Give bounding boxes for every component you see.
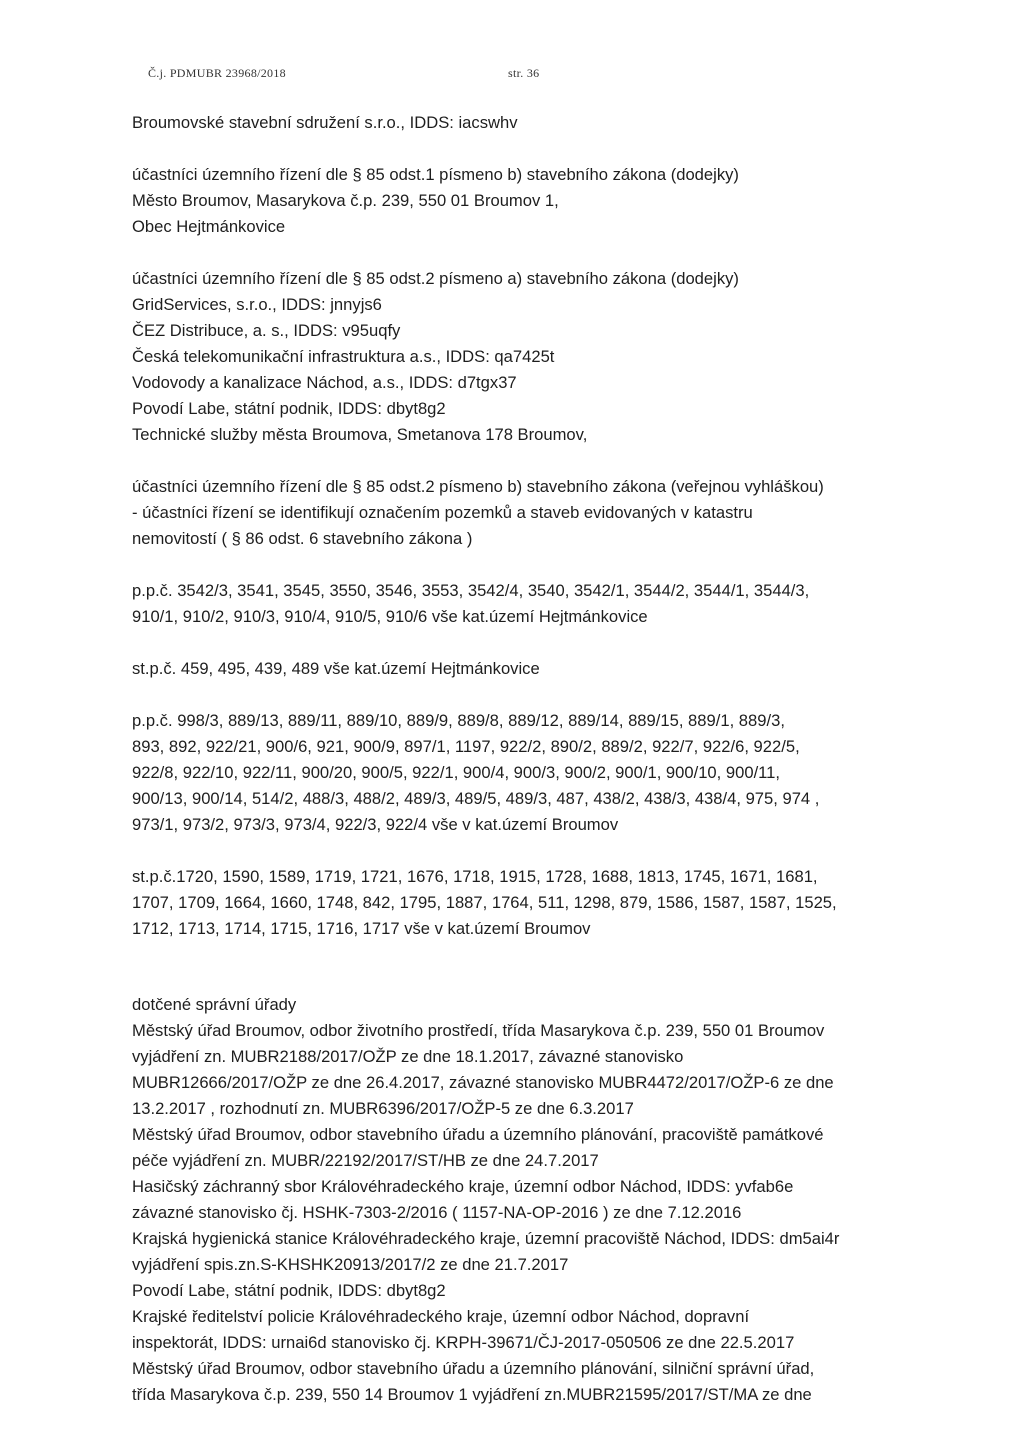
text-line: p.p.č. 3542/3, 3541, 3545, 3550, 3546, 3553, 3542/4, 3540, 3542/1, 3544/2, 3544/1, 3544/3,: [132, 581, 810, 600]
text-line: ČEZ Distribuce, a. s., IDDS: v95uqfy: [132, 321, 401, 340]
paragraph-block: [132, 992, 932, 1408]
text-line: účastníci územního řízení dle § 85 odst.2 písmeno a) stavebního zákona (dodejky): [132, 269, 739, 288]
text-line: 900/13, 900/14, 514/2, 488/3, 488/2, 489/3, 489/5, 489/3, 487, 438/2, 438/3, 438/4, 975, 974 ,: [132, 789, 820, 808]
text-line: GridServices, s.r.o., IDDS: jnnyjs6: [132, 295, 382, 314]
paragraph-spacer: [132, 942, 932, 992]
paragraph-block: [132, 266, 932, 448]
text-line: dotčené správní úřady: [132, 995, 297, 1014]
text-line: MUBR12666/2017/OŽP ze dne 26.4.2017, závazné stanovisko MUBR4472/2017/OŽP-6 ze dne: [132, 1073, 834, 1092]
paragraph-block: [132, 474, 932, 552]
text-line: vyjádření zn. MUBR2188/2017/OŽP ze dne 18.1.2017, závazné stanovisko: [132, 1047, 684, 1066]
text-line: Technické služby města Broumova, Smetanova 178 Broumov,: [132, 425, 588, 444]
page-number: str. 36: [508, 66, 540, 80]
paragraph-spacer: [132, 552, 932, 578]
text-line: Broumovské stavební sdružení s.r.o., IDDS: iacswhv: [132, 113, 518, 132]
text-line: Vodovody a kanalizace Náchod, a.s., IDDS: d7tgx37: [132, 373, 517, 392]
document-reference: Č.j. PDMUBR 23968/2018: [148, 66, 286, 80]
text-line: 922/8, 922/10, 922/11, 900/20, 900/5, 922/1, 900/4, 900/3, 900/2, 900/1, 900/10, 900/11,: [132, 763, 781, 782]
paragraph-spacer: [132, 448, 932, 474]
paragraph-spacer: [132, 838, 932, 864]
paragraph-block: [132, 864, 932, 942]
text-line: inspektorát, IDDS: urnai6d stanovisko čj. KRPH-39671/ČJ-2017-050506 ze dne 22.5.2017: [132, 1333, 795, 1352]
paragraph-block: [132, 110, 932, 136]
text-line: p.p.č. 998/3, 889/13, 889/11, 889/10, 889/9, 889/8, 889/12, 889/14, 889/15, 889/1, 889/3,: [132, 711, 785, 730]
text-line: účastníci územního řízení dle § 85 odst.2 písmeno b) stavebního zákona (veřejnou vyhláškou): [132, 477, 824, 496]
text-line: třída Masarykova č.p. 239, 550 14 Broumov 1 vyjádření zn.MUBR21595/2017/ST/MA ze dne: [132, 1385, 812, 1404]
paragraph-block: [132, 708, 932, 838]
text-line: Česká telekomunikační infrastruktura a.s., IDDS: qa7425t: [132, 347, 555, 366]
text-line: 910/1, 910/2, 910/3, 910/4, 910/5, 910/6 vše kat.území Hejtmánkovice: [132, 607, 648, 626]
text-line: - účastníci řízení se identifikují označením pozemků a staveb evidovaných v katastru: [132, 503, 753, 522]
text-line: 1712, 1713, 1714, 1715, 1716, 1717 vše v kat.území Broumov: [132, 919, 591, 938]
paragraph-spacer: [132, 682, 932, 708]
text-line: 973/1, 973/2, 973/3, 973/4, 922/3, 922/4 vše v kat.území Broumov: [132, 815, 619, 834]
text-line: Povodí Labe, státní podnik, IDDS: dbyt8g2: [132, 1281, 446, 1300]
paragraph-block: [132, 578, 932, 630]
text-line: Povodí Labe, státní podnik, IDDS: dbyt8g2: [132, 399, 446, 418]
paragraph-spacer: [132, 630, 932, 656]
text-line: Městský úřad Broumov, odbor životního prostředí, třída Masarykova č.p. 239, 550 01 Broumov: [132, 1021, 825, 1040]
text-line: Krajská hygienická stanice Královéhradeckého kraje, územní pracoviště Náchod, IDDS: dm5ai4r: [132, 1229, 840, 1248]
paragraph-block: [132, 656, 932, 682]
text-line: účastníci územního řízení dle § 85 odst.1 písmeno b) stavebního zákona (dodejky): [132, 165, 739, 184]
paragraph-spacer: [132, 240, 932, 266]
text-line: Krajské ředitelství policie Královéhradeckého kraje, územní odbor Náchod, dopravní: [132, 1307, 750, 1326]
paragraph-block: [132, 162, 932, 240]
text-line: Městský úřad Broumov, odbor stavebního úřadu a územního plánování, silniční správní úřad,: [132, 1359, 815, 1378]
text-line: 1707, 1709, 1664, 1660, 1748, 842, 1795, 1887, 1764, 511, 1298, 879, 1586, 1587, 1587, 1525,: [132, 893, 837, 912]
text-line: 893, 892, 922/21, 900/6, 921, 900/9, 897/1, 1197, 922/2, 890/2, 889/2, 922/7, 922/6, 922/5,: [132, 737, 800, 756]
text-line: Hasičský záchranný sbor Královéhradeckého kraje, územní odbor Náchod, IDDS: yvfab6e: [132, 1177, 794, 1196]
text-line: nemovitostí ( § 86 odst. 6 stavebního zákona ): [132, 529, 473, 548]
text-line: vyjádření spis.zn.S-KHSHK20913/2017/2 ze dne 21.7.2017: [132, 1255, 569, 1274]
text-line: st.p.č.1720, 1590, 1589, 1719, 1721, 1676, 1718, 1915, 1728, 1688, 1813, 1745, 1671, 1681,: [132, 867, 818, 886]
paragraph-spacer: [132, 136, 932, 162]
page-header: [148, 66, 540, 81]
text-line: Město Broumov, Masarykova č.p. 239, 550 01 Broumov 1,: [132, 191, 559, 210]
text-line: závazné stanovisko čj. HSHK-7303-2/2016 ( 1157-NA-OP-2016 ) ze dne 7.12.2016: [132, 1203, 742, 1222]
text-line: 13.2.2017 , rozhodnutí zn. MUBR6396/2017/OŽP-5 ze dne 6.3.2017: [132, 1099, 634, 1118]
text-line: péče vyjádření zn. MUBR/22192/2017/ST/HB ze dne 24.7.2017: [132, 1151, 599, 1170]
text-line: st.p.č. 459, 495, 439, 489 vše kat.území Hejtmánkovice: [132, 659, 540, 678]
document-body: [132, 110, 932, 1408]
text-line: Obec Hejtmánkovice: [132, 217, 286, 236]
text-line: Městský úřad Broumov, odbor stavebního úřadu a územního plánování, pracoviště památkové: [132, 1125, 824, 1144]
